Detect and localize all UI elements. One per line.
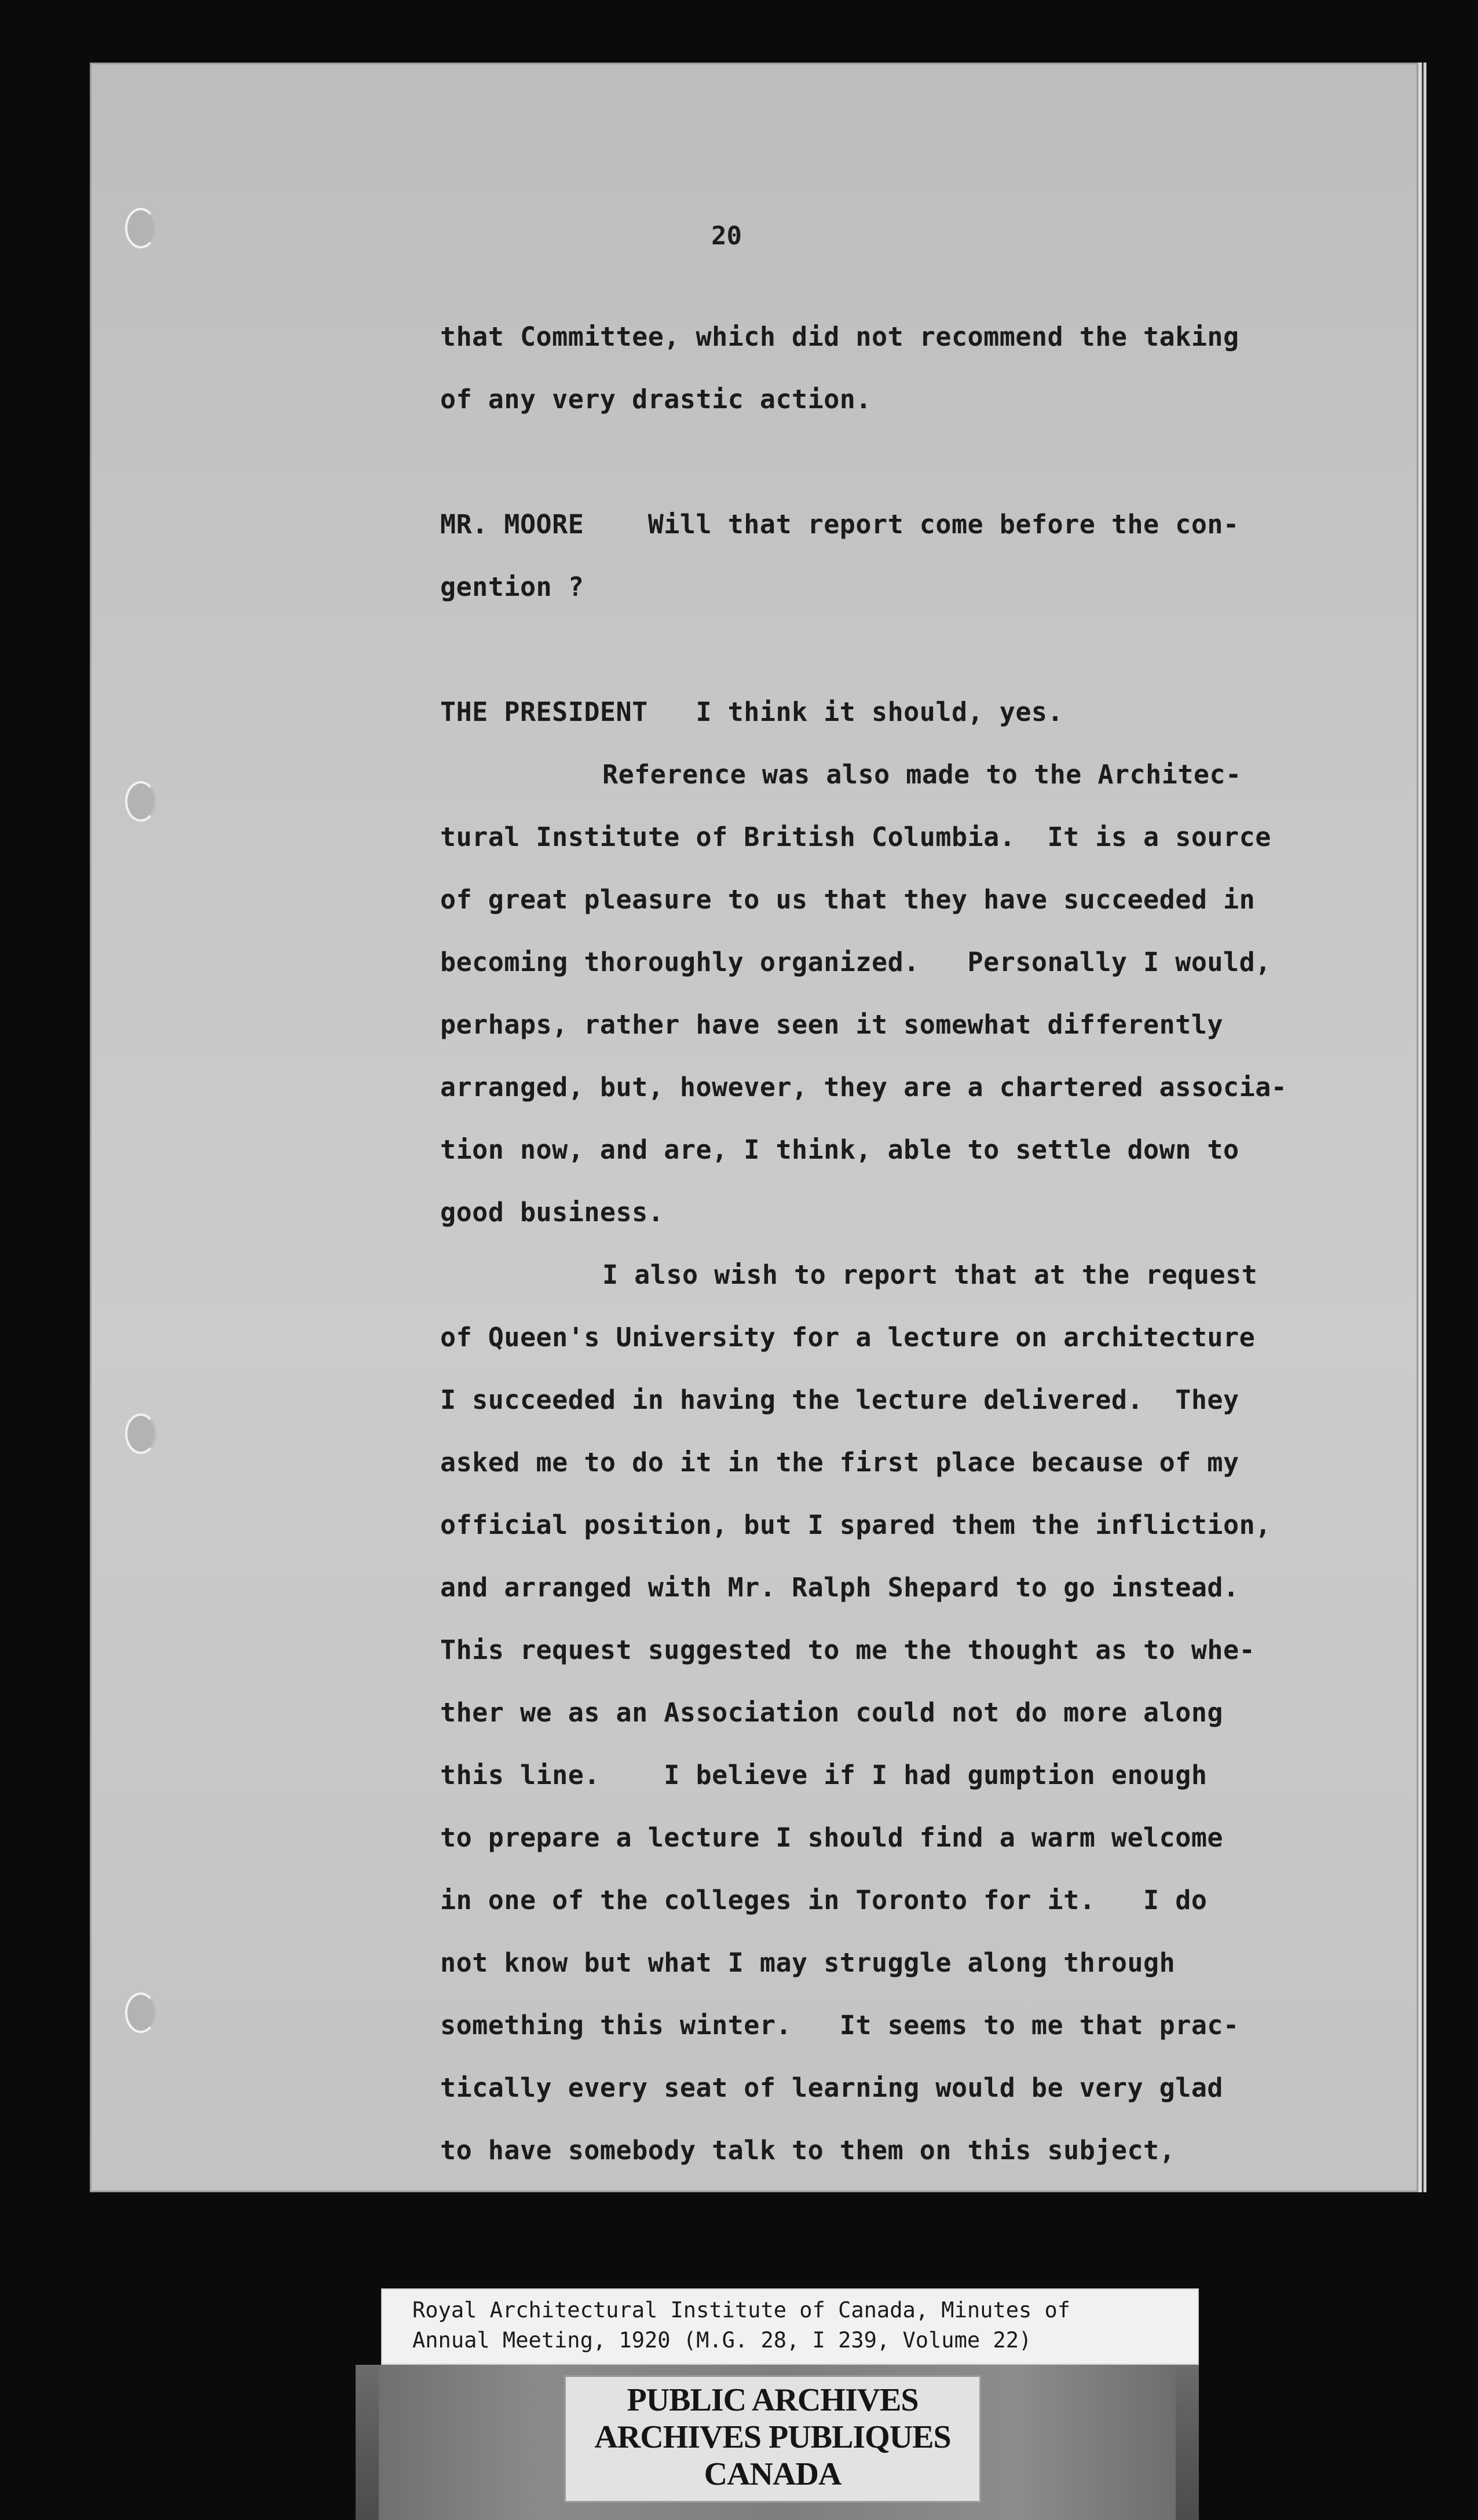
text-line: gention ? bbox=[440, 572, 584, 602]
text-line: MR. MOORE Will that report come before the con- bbox=[440, 509, 1239, 540]
text-line: tion now, and are, I think, able to settle down to bbox=[440, 1134, 1239, 1165]
stamp-line-3: CANADA bbox=[704, 2456, 842, 2492]
text-line bbox=[440, 618, 1344, 681]
text-line: Reference was also made to the Architec- bbox=[602, 759, 1242, 790]
text-line: THE PRESIDENT I think it should, yes. bbox=[440, 697, 1064, 727]
stamp-line-2: ARCHIVES PUBLIQUES bbox=[594, 2419, 951, 2455]
text-line: of great pleasure to us that they have succeeded in bbox=[440, 884, 1256, 915]
punch-hole-2 bbox=[125, 781, 156, 822]
text-line: in one of the colleges in Toronto for it. I do bbox=[440, 1885, 1208, 1915]
typewritten-text bbox=[440, 306, 1344, 2182]
catalog-label bbox=[381, 2288, 1199, 2365]
text-line: that Committee, which did not recommend the taking bbox=[440, 321, 1239, 352]
text-line: official position, but I spared them the infliction, bbox=[440, 1510, 1271, 1540]
punch-hole-1 bbox=[125, 208, 156, 248]
archives-stamp-band bbox=[356, 2365, 1199, 2520]
punch-hole-3 bbox=[125, 1413, 156, 1454]
text-line: This request suggested to me the thought as to whe- bbox=[440, 1635, 1256, 1665]
text-line: to prepare a lecture I should find a warm welcome bbox=[440, 1822, 1224, 1853]
text-line: perhaps, rather have seen it somewhat differently bbox=[440, 1009, 1224, 1040]
punch-hole-4 bbox=[125, 1992, 156, 2033]
catalog-label-line-2: Annual Meeting, 1920 (M.G. 28, I 239, Volume 22) bbox=[412, 2328, 1032, 2353]
text-line: good business. bbox=[440, 1197, 664, 1228]
text-line: of any very drastic action. bbox=[440, 384, 872, 415]
text-line: this line. I believe if I had gumption enough bbox=[440, 1760, 1208, 1790]
text-line: and arranged with Mr. Ralph Shepard to go instead. bbox=[440, 1572, 1239, 1603]
text-line: to have somebody talk to them on this subject, bbox=[440, 2135, 1176, 2166]
text-line: tically every seat of learning would be very glad bbox=[440, 2072, 1224, 2103]
catalog-label-line-1: Royal Architectural Institute of Canada, Minutes of bbox=[412, 2298, 1071, 2323]
text-line: something this winter. It seems to me that prac- bbox=[440, 2010, 1239, 2041]
stamp-line-1: PUBLIC ARCHIVES bbox=[627, 2382, 919, 2418]
text-line: I also wish to report that at the request bbox=[602, 1259, 1258, 1290]
text-line: asked me to do it in the first place because of my bbox=[440, 1447, 1239, 1478]
text-line: I succeeded in having the lecture delivered. They bbox=[440, 1384, 1239, 1415]
text-line: arranged, but, however, they are a chartered associa- bbox=[440, 1072, 1287, 1102]
text-line bbox=[440, 431, 1344, 493]
text-line: ther we as an Association could not do more along bbox=[440, 1697, 1224, 1728]
archives-stamp bbox=[564, 2375, 981, 2503]
text-line: tural Institute of British Columbia. It is a source bbox=[440, 822, 1271, 852]
text-line: not know but what I may struggle along through bbox=[440, 1947, 1176, 1978]
text-line: becoming thoroughly organized. Personally I would, bbox=[440, 947, 1271, 977]
text-line: of Queen's University for a lecture on architecture bbox=[440, 1322, 1256, 1353]
page-number: 20 bbox=[711, 221, 742, 251]
